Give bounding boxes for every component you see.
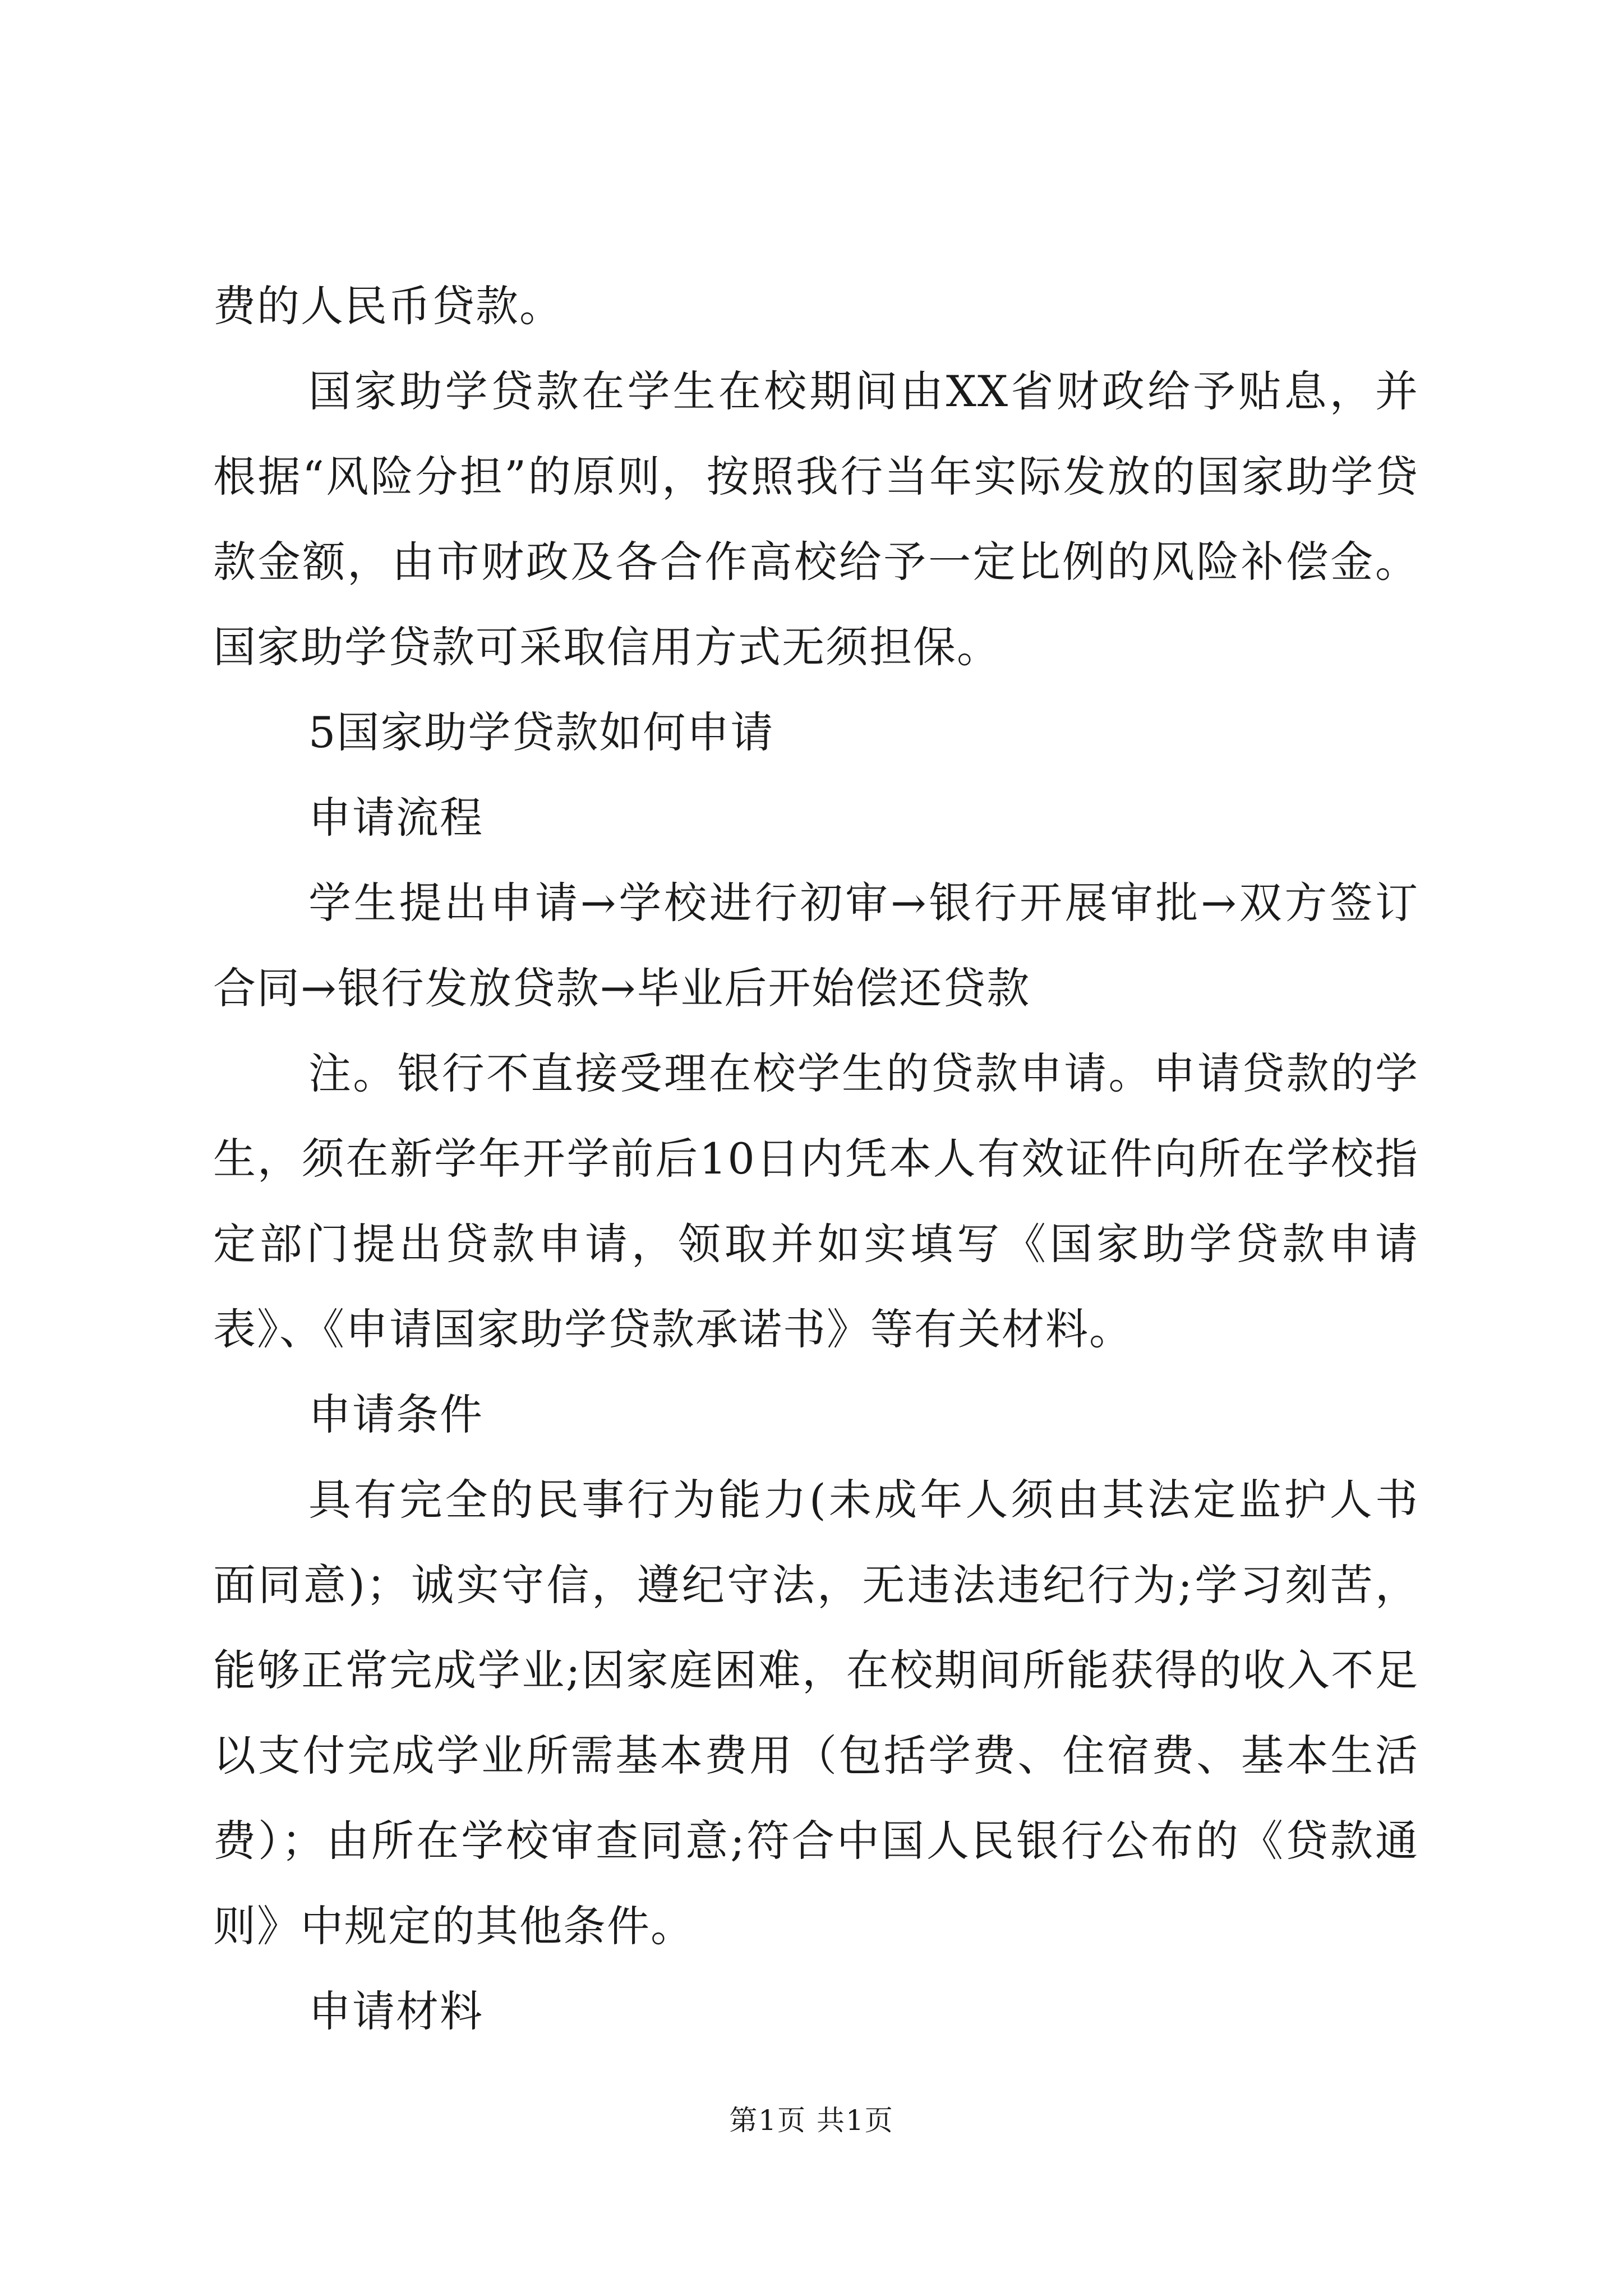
subheading-application-materials: 申请材料 [308,1986,483,2036]
document-body [213,264,1419,2054]
paragraph-process-steps: 学生提出申请→学校进行初审→银行开展审批→双方签订合同→银行发放贷款→毕业后开始偿还贷款 [213,878,1419,1013]
paragraph-note: 注。银行不直接受理在校学生的贷款申请。申请贷款的学生，须在新学年开学前后10日内凭本人有效证件向所在学校指定部门提出贷款申请，领取并如实填写《国家助学贷款申请表》、《申请国家助学贷款承诺书》等有关材料。 [213,1048,1419,1354]
paragraph-subsidy-info: 国家助学贷款在学生在校期间由XX省财政给予贴息，并根据“风险分担”的原则，按照我行当年实际发放的国家助学贷款金额，由市财政及各合作高校给予一定比例的风险补偿金。国家助学贷款可采取信用方式无须担保。 [213,366,1419,672]
paragraph-continuation: 费的人民币贷款。 [213,281,563,331]
page-footer: 第1页 共1页 [729,2104,894,2137]
subheading-application-conditions: 申请条件 [308,1389,483,1439]
section-heading-how-to-apply: 5国家助学贷款如何申请 [308,707,774,757]
subheading-application-process: 申请流程 [308,793,483,843]
paragraph-conditions: 具有完全的民事行为能力(未成年人须由其法定监护人书面同意)；诚实守信，遵纪守法，无违法违纪行为;学习刻苦，能够正常完成学业;因家庭困难，在校期间所能获得的收入不足以支付完成学业所需基本费用（包括学费、住宿费、基本生活费）；由所在学校审查同意;符合中国人民银行公布的《贷款通则》中规定的其他条件。 [213,1475,1419,1951]
